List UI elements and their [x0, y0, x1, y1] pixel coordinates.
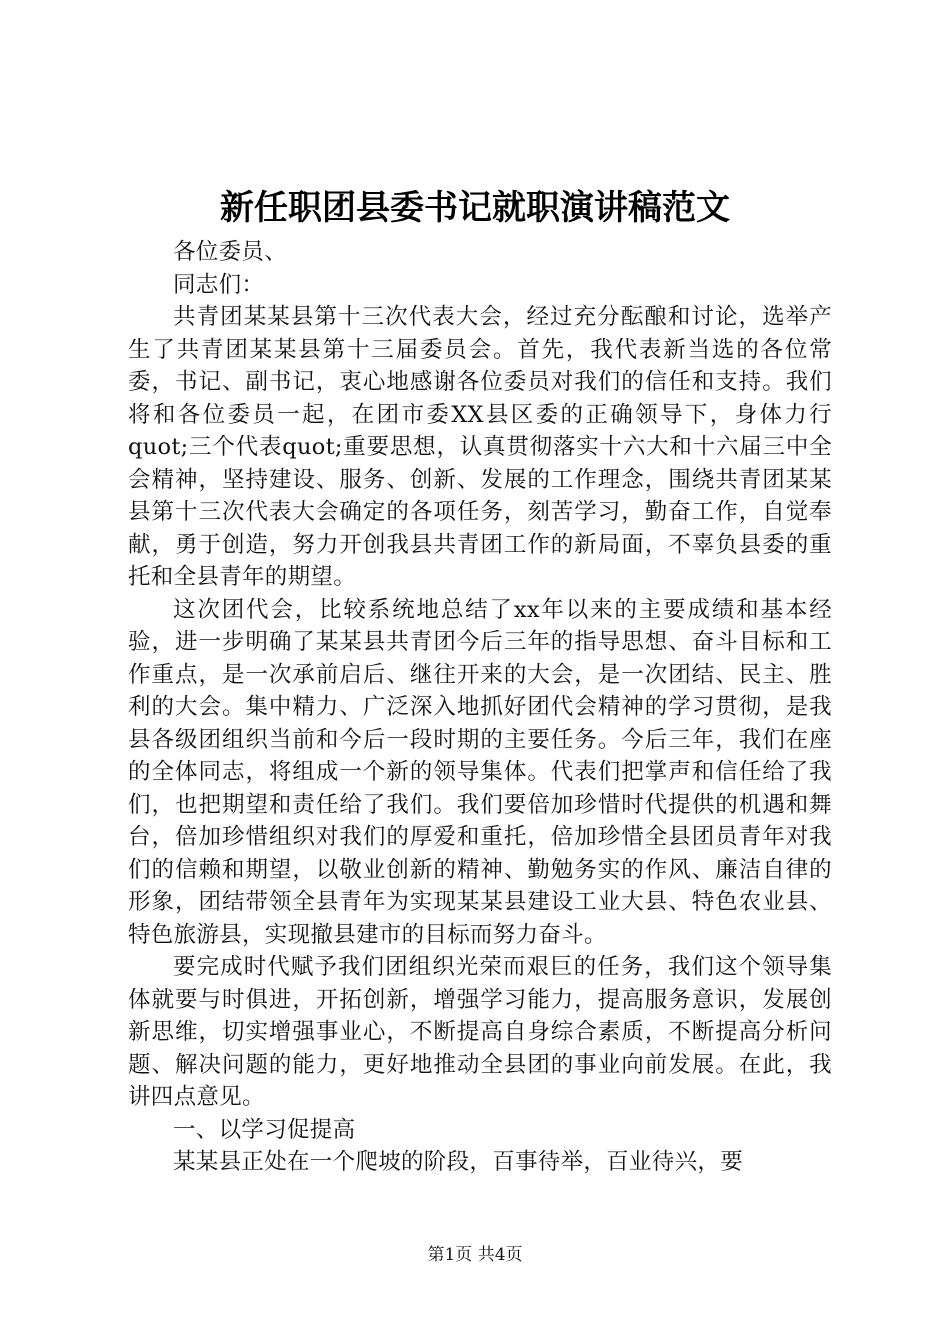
- document-title: 新任职团县委书记就职演讲稿范文: [220, 188, 730, 228]
- document-body: [128, 236, 832, 1179]
- body-paragraph-4: 某某县正处在一个爬坡的阶段，百事待举，百业待兴，要: [173, 1149, 744, 1175]
- section-heading: 一、以学习促提高: [173, 1116, 356, 1143]
- salutation-line-1: 各位委员、: [173, 239, 288, 265]
- body-paragraph-1: 共青团某某县第十三次代表大会，经过充分酝酿和讨论，选举产生了共青团某某县第十三届委员会。首先，我代表新当选的各位常委，书记、副书记，衷心地感谢各位委员对我们的信任和支持。我们将和各位委员一起，在团市委XX县区委的正确领导下，身体力行quot;三个代表quot;重要思想，认真贯彻落实十六大和十六届三中全会精神，坚持建设、服务、创新、发展的工作理念，围绕共青团某某县第十三次代表大会确定的各项任务，刻苦学习，勤奋工作，自觉奉献，勇于创造，努力开创我县共青团工作的新局面，不辜负县委的重托和全县青年的期望。: [128, 304, 832, 590]
- salutation-line-2: 同志们：: [173, 271, 265, 298]
- page-footer: 第1页 共4页: [427, 1245, 523, 1265]
- body-paragraph-2: 这次团代会，比较系统地总结了xx年以来的主要成绩和基本经验，进一步明确了某某县共青团今后三年的指导思想、奋斗目标和工作重点，是一次承前启后、继往开来的大会，是一次团结、民主、胜利的大会。集中精力、广泛深入地抓好团代会精神的学习贯彻，是我县各级团组织当前和今后一段时期的主要任务。今后三年，我们在座的全体同志，将组成一个新的领导集体。代表们把掌声和信任给了我们，也把期望和责任给了我们。我们要倍加珍惜时代提供的机遇和舞台，倍加珍惜组织对我们的厚爱和重托，倍加珍惜全县团员青年对我们的信赖和期望，以敬业创新的精神、勤勉务实的作风、廉洁自律的形象，团结带领全县青年为实现某某县建设工业大县、特色农业县、特色旅游县，实现撤县建市的目标而努力奋斗。: [128, 596, 832, 948]
- body-paragraph-3: 要完成时代赋予我们团组织光荣而艰巨的任务，我们这个领导集体就要与时俱进，开拓创新，增强学习能力，提高服务意识，发展创新思维，切实增强事业心，不断提高自身综合素质，不断提高分析问题、解决问题的能力，更好地推动全县团的事业向前发展。在此，我讲四点意见。: [128, 954, 832, 1110]
